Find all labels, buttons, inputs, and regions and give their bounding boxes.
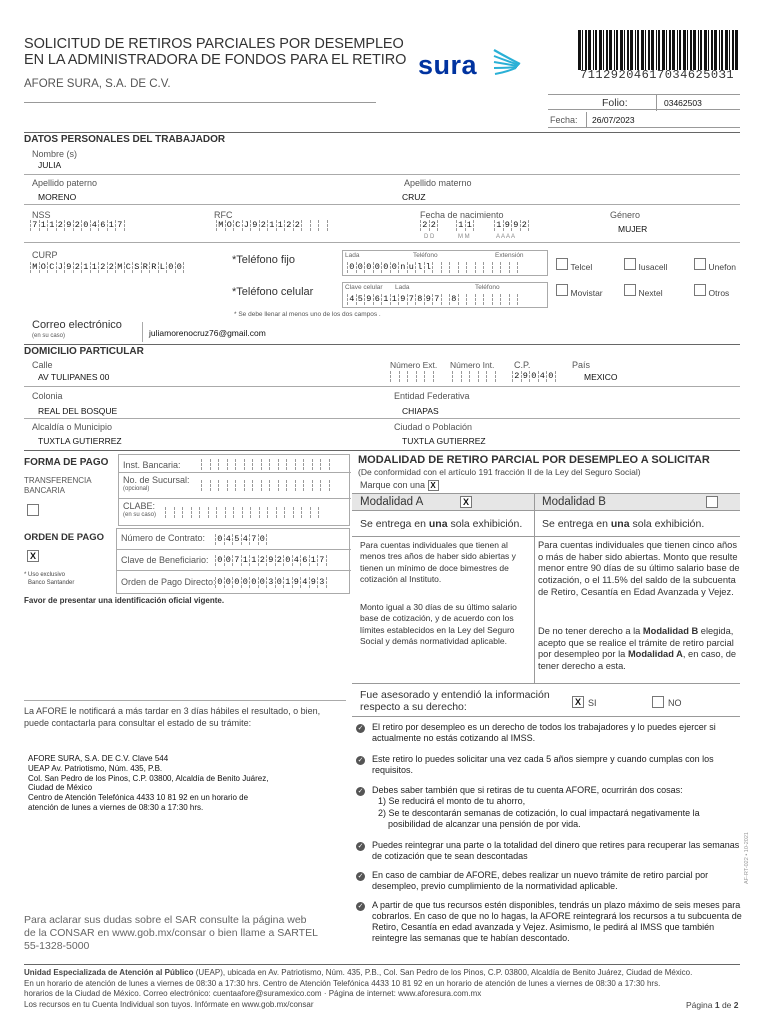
modalidad-title: MODALIDAD DE RETIRO PARCIAL POR DESEMPLEO A SOLICITAR: [358, 454, 710, 466]
marque-example-x: X: [428, 480, 439, 491]
carrier-telcel[interactable]: Telcel: [556, 258, 592, 272]
nss-boxes[interactable]: 7 1 1 2 9 2 0 4 6 1 7: [30, 220, 124, 231]
modalidad-a-checkbox[interactable]: X: [460, 496, 472, 508]
check-icon: ✓: [357, 757, 364, 764]
apellido-materno-value[interactable]: CRUZ: [402, 192, 426, 202]
ciudad-value[interactable]: TUXTLA GUTIERREZ: [402, 436, 486, 446]
entidad-value[interactable]: CHIAPAS: [402, 406, 439, 416]
bullet-item: Debes saber también que si retiras de tu cuenta AFORE, ocurrirán dos cosas:: [372, 785, 683, 795]
apellido-paterno-value[interactable]: MORENO: [38, 192, 77, 202]
colonia-value[interactable]: REAL DEL BOSQUE: [38, 406, 118, 416]
modalidad-a-texto1: Para cuentas individuales que tienen al menos tres años de haber sido abiertas y tienen un mínimo de doce bimestres de cotización al Instituto.: [360, 540, 516, 584]
transferencia-fields: [118, 454, 350, 526]
nota-telefono: * Se debe llenar al menos uno de los dos campos .: [234, 311, 381, 318]
asesor-si-checkbox[interactable]: X: [572, 696, 584, 708]
num-int-label: Número Int.: [450, 360, 495, 370]
telefono-celular-boxes[interactable]: 4 5 9 6 1 1 9 7 8 9 7 8: [347, 294, 517, 305]
barcode-bar: [693, 30, 696, 70]
form-title: [24, 36, 406, 68]
modalidad-a-texto2: Monto igual a 30 días de su último salario base de cotización, y de acuerdo con los límites establecidos en la Ley del Seguro Social y demás normatividad aplicable.: [360, 602, 517, 646]
orden-pago-checkbox[interactable]: X: [27, 550, 39, 562]
barcode-bar: [711, 30, 713, 70]
barcode-bar: [704, 30, 707, 70]
entidad-label: Entidad Federativa: [394, 391, 470, 401]
modalidad-a-label: Modalidad A: [360, 496, 424, 508]
barcode-bar: [641, 30, 644, 70]
check-icon: ✓: [357, 873, 364, 880]
bullet-item: A partir de que tus recursos estén disponibles, tendrás un plazo máximo de seis meses para cobrarlos. En caso de que no lo hagas, la AFORE reintegrará los recursos a tu subcuenta de Retiro, Cesantía en edad avanzada y Vejez. Asimismo, le pedirá al IMSS que también reintegre las semanas que te habían descontado.: [372, 900, 742, 943]
alcaldia-label: Alcaldía o Municipio: [32, 422, 113, 432]
carrier-unefon[interactable]: Unefon: [694, 258, 736, 272]
barcode-bar: [698, 30, 699, 70]
genero-label: Género: [610, 210, 641, 220]
form-title-line2: EN LA ADMINISTRADORA DE FONDOS PARA EL RETIRO: [24, 52, 407, 68]
barcode-bar: [627, 30, 629, 70]
check-icon: ✓: [357, 843, 364, 850]
telefono-celular-label: *Teléfono celular: [232, 286, 314, 298]
sub-bullet-item: 1) Se reducirá el monto de tu ahorro,: [378, 796, 526, 806]
form-title-line1: SOLICITUD DE RETIROS PARCIALES POR DESEMPLEO: [24, 36, 404, 52]
carrier-otros[interactable]: Otros: [694, 284, 729, 298]
sura-wing-icon: [492, 48, 522, 80]
transferencia-label: TRANSFERENCIA BANCARIA: [24, 476, 92, 495]
sucursal-opcional: (opcional): [123, 486, 150, 492]
carrier-movistar[interactable]: Movistar: [556, 284, 603, 298]
correo-field[interactable]: [142, 322, 354, 342]
marque-con-una: Marque con una X: [360, 480, 439, 491]
folio-value: 03462503: [664, 98, 702, 108]
barcode-bar: [603, 30, 604, 70]
barcode-bar: [725, 30, 728, 70]
calle-label: Calle: [32, 360, 53, 370]
barcode-bar: [690, 30, 692, 70]
telefono-fijo-field[interactable]: [342, 250, 548, 276]
barcode-bar: [582, 30, 583, 70]
fn-hint-mes: M M: [458, 234, 470, 240]
direccion-afore: AFORE SURA, S.A. DE C.V. Clave 544 UEAP Av. Patriotismo, Núm. 435, P.B. Col. San Pedro de los Pinos, C.P. 03800, Alcaldía de Benito Juárez, Ciudad de México Centro de Atención Telefónica 4433 10 81 92 en un horario de atención de lunes a viernes de 08:30 a 17:30 hrs.: [28, 754, 269, 812]
barcode-bar: [666, 30, 667, 70]
apellido-paterno-label: Apellido paterno: [32, 178, 98, 188]
form-code: AF-RT-022 • 10-2021: [744, 832, 750, 884]
calle-value[interactable]: AV TULIPANES 00: [38, 372, 110, 382]
telefono-cel-label: Teléfono: [475, 284, 500, 291]
barcode-bar: [683, 30, 686, 70]
check-icon: ✓: [357, 903, 364, 910]
folio-row: [548, 94, 740, 110]
transferencia-checkbox[interactable]: [27, 504, 39, 516]
barcode-bar: [719, 30, 720, 70]
clabe-hint: (en su caso): [123, 512, 157, 518]
beneficiario-label: Clave de Beneficiario:: [121, 555, 209, 565]
check-icon: ✓: [357, 788, 364, 795]
nombre-value[interactable]: JULIA: [38, 160, 62, 170]
notificacion-afore: La AFORE le notificará a más tardar en 3 días hábiles el resultado, o bien, puede contactarla para consultar el estado de su trámite:: [24, 706, 321, 728]
check-icon: ✓: [357, 725, 364, 732]
fn-hint-anio: A A A A: [496, 234, 516, 240]
barcode: [578, 30, 742, 70]
barcode-bar: [609, 30, 612, 70]
asesor-no-label: NO: [668, 698, 682, 708]
telefono-celular-field[interactable]: [342, 282, 548, 308]
rfc-boxes[interactable]: M O C J 9 2 1 1 2 2: [216, 220, 327, 231]
favor-identificacion: Favor de presentar una identificación oficial vigente.: [24, 596, 225, 605]
modalidad-a-entrega: Se entrega en una sola exhibición.: [360, 518, 523, 530]
asesor-pregunta: Fue asesorado y entendió la información respecto a su derecho:: [360, 689, 550, 713]
barcode-bar: [620, 30, 623, 70]
modalidad-b-checkbox[interactable]: [706, 496, 718, 508]
barcode-bar: [662, 30, 665, 70]
num-ext-label: Número Ext.: [390, 360, 438, 370]
sucursal-boxes[interactable]: [201, 480, 329, 491]
bullet-item: Puedes reintegrar una parte o la totalidad del dinero que retires para recuperar las semanas de cotización que te sean descontadas: [372, 840, 740, 861]
modalidad-b-label: Modalidad B: [542, 496, 606, 508]
barcode-number: 711292046170346250З1: [580, 68, 735, 82]
fecha-nacimiento-label: Fecha de nacimiento: [420, 210, 504, 220]
orden-directo-label: Orden de Pago Directo:: [121, 577, 216, 587]
curp-boxes[interactable]: M O C J 9 2 1 1 2 2 M C S R R L 0 0: [30, 262, 183, 273]
contrato-boxes[interactable]: 0 4 5 4 7 0: [215, 534, 266, 545]
barcode-bar: [669, 30, 671, 70]
personal-section-title: DATOS PERSONALES DEL TRABAJADOR: [24, 134, 226, 145]
fecha-value: 26/07/2023: [592, 115, 635, 125]
telefono-label: Teléfono: [413, 252, 438, 259]
lada-cel-label: Lada: [395, 284, 410, 291]
orden-pago-title: ORDEN DE PAGO: [24, 532, 105, 543]
sucursal-label: No. de Sucursal:: [123, 475, 190, 485]
barcode-bar: [672, 30, 675, 70]
barcode-bar: [729, 30, 730, 70]
sura-logo: sura: [418, 48, 528, 82]
extension-label: Extensión: [495, 252, 524, 259]
inst-bancaria-label: Inst. Bancaria:: [123, 460, 181, 470]
barcode-bar: [593, 30, 594, 70]
barcode-bar: [708, 30, 709, 70]
uso-exclusivo: * Uso exclusivo: [24, 572, 66, 578]
bullet-item: El retiro por desempleo es un derecho de todos los trabajadores y lo puedes ejercer si actualmente no estás cotizando al IMSS.: [372, 722, 716, 743]
telefono-fijo-boxes[interactable]: 0 0 0 0 0 0 n u l l: [347, 262, 517, 273]
telefono-fijo-label: *Teléfono fijo: [232, 254, 295, 266]
contrato-label: Número de Contrato:: [121, 533, 206, 543]
form-subtitle: AFORE SURA, S.A. DE C.V.: [24, 78, 171, 90]
barcode-bar: [732, 30, 734, 70]
cp-label: C.P.: [514, 360, 531, 370]
barcode-bar: [648, 30, 650, 70]
genero-value[interactable]: MUJER: [618, 224, 648, 234]
carrier-iusacell[interactable]: Iusacell: [624, 258, 667, 272]
barcode-bar: [677, 30, 678, 70]
barcode-bar: [714, 30, 717, 70]
curp-label: CURP: [32, 250, 58, 260]
barcode-bar: [624, 30, 625, 70]
barcode-bar: [635, 30, 636, 70]
asesor-si-label: SI: [588, 698, 597, 708]
apellido-materno-label: Apellido materno: [404, 178, 472, 188]
num-int-boxes[interactable]: [452, 371, 495, 382]
barcode-bar: [656, 30, 657, 70]
barcode-bar: [595, 30, 597, 70]
clabe-boxes[interactable]: [165, 507, 318, 518]
pais-label: País: [572, 360, 591, 370]
alcaldia-value[interactable]: TUXTLA GUTIERREZ: [38, 436, 122, 446]
domicilio-section-title: DOMICILIO PARTICULAR: [24, 346, 144, 357]
modalidad-b-entrega: Se entrega en una sola exhibición.: [542, 518, 705, 530]
num-ext-boxes[interactable]: [390, 371, 433, 382]
ciudad-label: Ciudad o Población: [394, 422, 473, 432]
correo-hint: (en su caso): [32, 333, 66, 339]
asesor-no-checkbox[interactable]: [652, 696, 664, 708]
clabe-label: CLABE:: [123, 501, 156, 511]
page-number: Página 1 de 2: [686, 1000, 739, 1010]
bullet-item: En caso de cambiar de AFORE, debes realizar un nuevo trámite de retiro parcial por desempleo, previo cumplimiento de la normatividad aplicable.: [372, 870, 709, 891]
forma-pago-title: FORMA DE PAGO: [24, 457, 109, 468]
sub-bullet-item: 2) Se te descontarán semanas de cotización, lo cual impactará negativamente la posibilidad de alcanzar una pensión de por vida.: [378, 808, 700, 829]
barcode-bar: [606, 30, 608, 70]
barcode-bar: [588, 30, 591, 70]
fn-mes-boxes[interactable]: 1 1: [456, 220, 473, 231]
colonia-label: Colonia: [32, 391, 63, 401]
cp-boxes[interactable]: 2 9 0 4 0: [512, 371, 555, 382]
barcode-bar: [616, 30, 618, 70]
barcode-bar: [614, 30, 615, 70]
bullet-item: Este retiro lo puedes solicitar una vez cada 5 años siempre y cuando cumplas con los requisitos.: [372, 754, 714, 775]
barcode-bar: [700, 30, 702, 70]
sar-info: Para aclarar sus dudas sobre el SAR consulte la página web de la CONSAR en www.gob.mx/consar o bien llame a SARTEL 55-1328-5000: [24, 914, 318, 952]
nss-label: NSS: [32, 210, 51, 220]
banco-santander: Banco Santander: [28, 580, 75, 586]
correo-label: Correo electrónico: [32, 319, 122, 331]
rfc-label: RFC: [214, 210, 233, 220]
fn-hint-dia: D D: [424, 234, 435, 240]
pais-value[interactable]: MEXICO: [584, 372, 618, 382]
barcode-bar: [599, 30, 602, 70]
orden-directo-boxes[interactable]: 0 0 0 0 0 0 3 0 1 9 4 9 3: [215, 577, 326, 588]
orden-pago-fields: [116, 528, 350, 594]
fn-dia-boxes[interactable]: 2 2: [420, 220, 437, 231]
nombre-label: Nombre (s): [32, 149, 78, 159]
modalidad-subtitle: (De conformidad con el artículo 191 fracción II de la Ley del Seguro Social): [358, 467, 641, 477]
barcode-bar: [630, 30, 633, 70]
barcode-bar: [658, 30, 660, 70]
barcode-bar: [687, 30, 688, 70]
correo-value: juliamorenocruz76@gmail.com: [149, 328, 266, 338]
carrier-nextel[interactable]: Nextel: [624, 284, 663, 298]
fecha-row: [548, 112, 740, 128]
barcode-bar: [637, 30, 639, 70]
beneficiario-boxes[interactable]: 0 0 7 1 1 2 9 2 0 4 6 1 7: [215, 555, 326, 566]
barcode-bar: [651, 30, 654, 70]
barcode-bar: [721, 30, 723, 70]
barcode-bar: [735, 30, 738, 70]
fecha-label: Fecha:: [550, 115, 578, 125]
modalidad-b-texto1: Para cuentas individuales que tienen cinco años o más de haber sido abiertas. Monto que resulte menor entre 90 días de su último salario base de cotización, o el 11.5% del saldo de la subcuenta de Retiro, Cesantía en Edad Avanzada y Vejez.: [538, 540, 740, 597]
barcode-bar: [679, 30, 681, 70]
footer-text: Unidad Especializada de Atención al Público (UEAP), ubicada en Av. Patriotismo, Núm. 435, P.B., Col. San Pedro de los Pinos, C.P. 03800, Alcaldía de Benito Juárez, Ciudad de México. En un horario de atención de lunes a viernes de 08:30 a 17:30 hrs. Centro de Atención Telefónica 4433 10 81 92 en un horario de atención de lunes a viernes de 08:30 a 17:30 hrs. horarios de la Ciudad de México. Correo electrónico: cuentaafore@suramexico.com · Página de internet: www.aforesura.com.mx Los recursos en tu Cuenta Individual son tuyos. Infórmate en www.gob.mx/consar: [24, 968, 693, 1009]
clave-celular-label: Clave celular: [345, 284, 383, 291]
barcode-bar: [585, 30, 587, 70]
barcode-bar: [645, 30, 646, 70]
barcode-bar: [578, 30, 581, 70]
lada-label: Lada: [345, 252, 360, 259]
fn-anio-boxes[interactable]: 1 9 9 2: [494, 220, 528, 231]
folio-label: Folio:: [602, 97, 628, 109]
inst-bancaria-boxes[interactable]: [201, 459, 329, 470]
modalidad-b-texto2: De no tener derecho a la Modalidad B elegida, acepto que se realice el trámite de retiro parcial por desempleo por la Modalidad A, en caso, de tener derecho a esta.: [538, 626, 737, 672]
